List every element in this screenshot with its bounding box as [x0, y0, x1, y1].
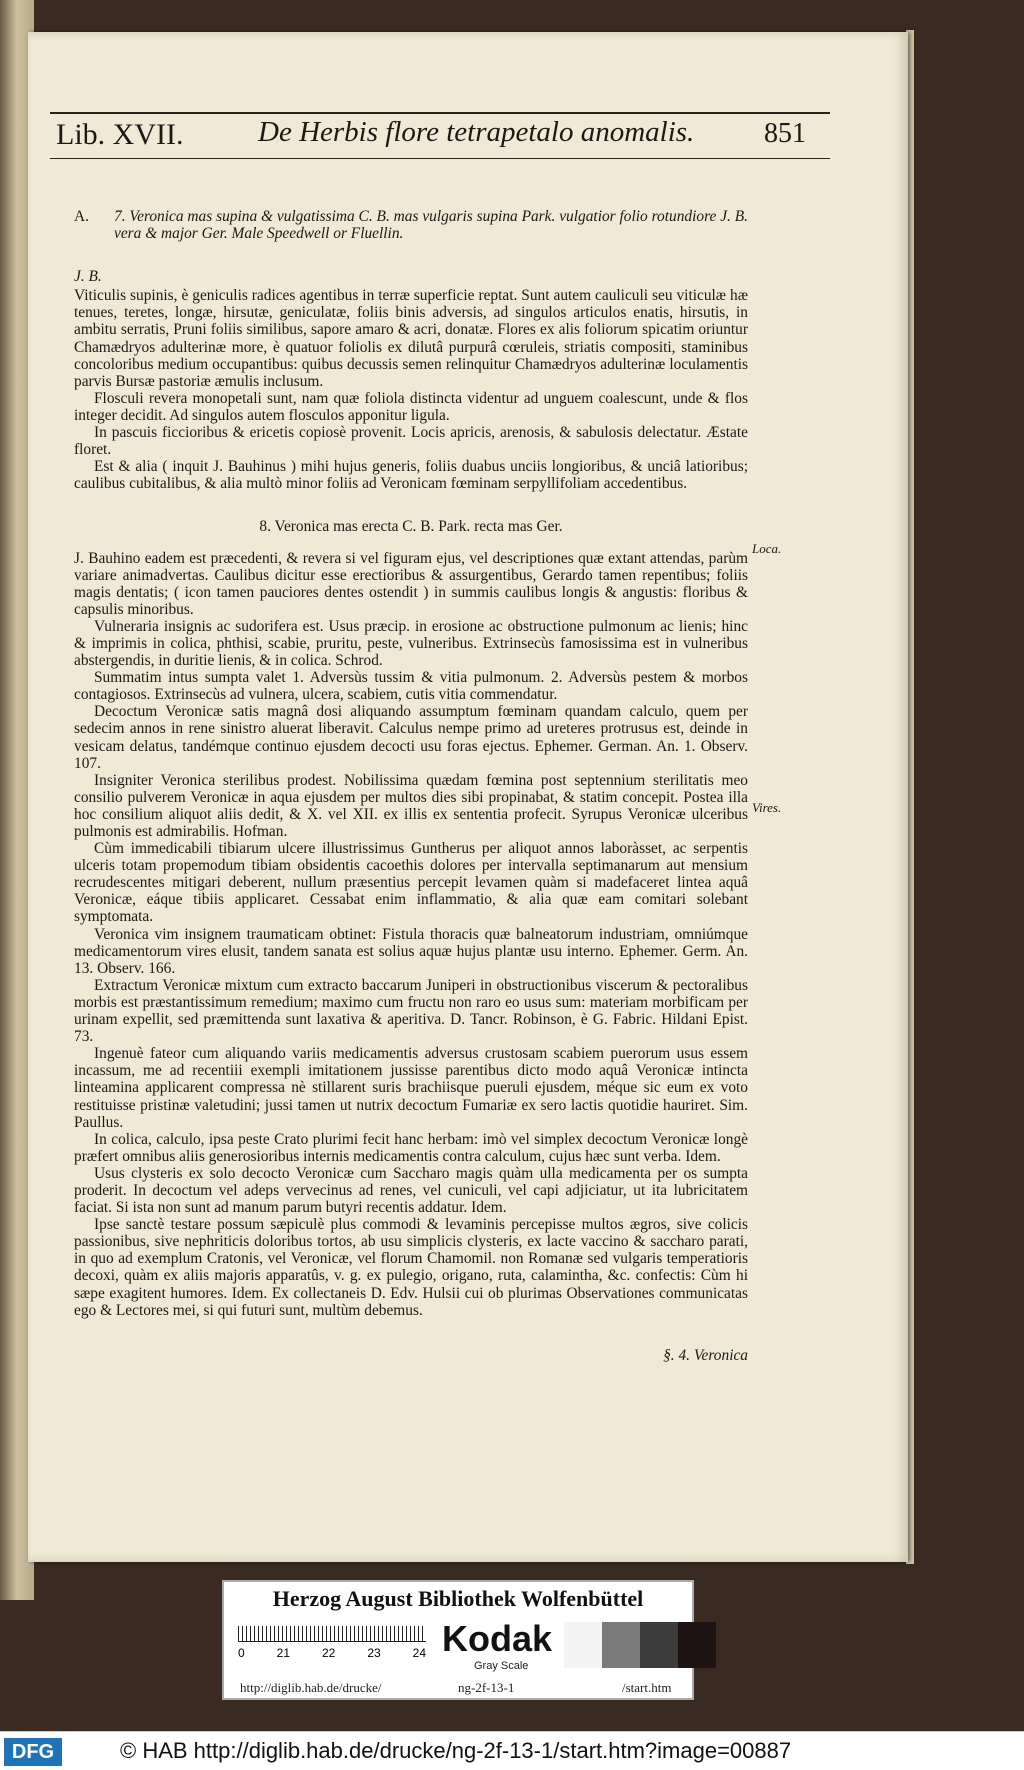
paragraph: Cùm immedicabili tibiarum ulcere illustrissimus Guntherus per aliquot annos laboràsset, ac serpentis ulceris totam propemodum tibiam obsidentis cacoethis dolores per intervalla septimanarum aut mensium recrudescentes mitigari deberent, nullum præsentius percepit levamen quàm si madefaceret lintea aquâ Veronicæ, eáque tibiis applicaret. Cessabat enim inflammatio, & alia quæ eam comitari solebant symptomata.	[74, 840, 748, 926]
ruler-number: 0	[238, 1646, 245, 1660]
entry-7-heading	[74, 208, 748, 242]
dfg-logo[interactable]: DFG	[4, 1738, 62, 1766]
footer-bar	[0, 1731, 1024, 1770]
paragraph: In pascuis ficcioribus & ericetis copiosè provenit. Locis apricis, arenosis, & sabulosis delectatur. Æstate floret.	[74, 424, 748, 459]
paragraph: Ipse sanctè testare possum sæpiculè plus commodi & levaminis percepisse multos ægros, sive colicis passionibus, sive nephriticis doloribus tortos, ab usu simplicis clysteris, ex lacte vaccino & saccharo parati, in quo ad exemplum Cratonis, vel Veronicæ, vel florum Chamomil. non Romanæ sed vulgaris temperatioris decoxi, quàm ex aliis majoris apparatûs, v. g. ex pulegio, origano, ruta, calamintha, &c. confectis: Cùm hi sæpe exagitent humores. Idem. Ex collectaneis D. Edv. Hulsii cui ob plurimas Observationes communicatas ego & Lectores mei, si qui futuri sunt, multùm debemus.	[74, 1216, 748, 1319]
book-page	[28, 32, 908, 1562]
catchword: §. 4. Veronica	[663, 1346, 748, 1364]
copyright-link[interactable]: © HAB http://diglib.hab.de/drucke/ng-2f-13-1/start.htm?image=00887	[120, 1738, 792, 1763]
card-url: http://diglib.hab.de/drucke/	[240, 1680, 382, 1695]
scale-ruler	[238, 1622, 426, 1670]
header-top-rule	[50, 112, 830, 114]
entry-7-title: 7. Veronica mas supina & vulgatissima C. B. mas vulgaris supina Park. vulgatior folio rotundiore J. B. vera & major Ger. Male Speedwell or Fluellin.	[114, 208, 748, 243]
ruler-ticks	[238, 1626, 426, 1642]
paragraph: Veronica vim insignem traumaticam obtinet: Fistula thoracis quæ balneatorum industriam, omniúmque medicamentorum vires elusit, tandem sanata est solius aquæ hujus plantæ usu interno. Ephemer. Germ. An. 13. Observ. 166.	[74, 925, 748, 977]
paragraph: Vulneraria insignis ac sudorifera est. Usus præcip. in erosione ac obstructione pulmonum ac lienis; hinc & imprimis in colica, phthisi, scabie, pruritu, peste, vulneribus. Extrinsecùs famosissima est in vulneribus abstergendis, in duritie lienis, & in colica. Schrod.	[74, 617, 748, 670]
paragraph: Decoctum Veronicæ satis magnâ dosi aliquando assumptum fœminam quandam calculo, quem per sedecim annos in rene sinistro aluerat liberavit. Calculus nempe primo ad ureteres protrusus est, deinde in vesicam delatus, tandémque continuo ejusdem decocti usu foras ejectus. Ephemer. German. An. 1. Observ. 107.	[74, 703, 748, 772]
page-number: 851	[764, 118, 806, 149]
author-label: J. B.	[74, 268, 102, 286]
paragraph: Summatim intus sumpta valet 1. Adversùs tussim & vitia pulmonum. 2. Adversùs pestem & morbos contagiosos. Extrinsecùs ad vulnera, ulcera, scabiem, cutis vitia commendatur.	[74, 669, 748, 704]
running-title: De Herbis flore tetrapetalo anomalis.	[258, 116, 695, 148]
paragraph: Extractum Veronicæ mixtum cum extracto baccarum Juniperi in obstructionibus viscerum & pectoralibus morbis est præstantissimum remedium; maximo cum fructu non raro eo usus sum: materiam morbificam per urinam expellit, sed præmittenda sunt laxativa & aperitiva. D. Tancr. Robinson, è G. Fabric. Hildani Epist. 73.	[74, 976, 748, 1046]
card-file: /start.htm	[622, 1680, 672, 1695]
margin-note-vires: Vires.	[752, 800, 782, 815]
main-text	[74, 208, 748, 1364]
paragraph: Flosculi revera monopetali sunt, nam quæ foliola distincta videntur ad unguem coalescunt, unde & flos integer decidit. Ad singulos autem flosculos apponitur ligula.	[74, 389, 748, 424]
entry-8-heading: 8. Veronica mas erecta C. B. Park. recta mas Ger.	[259, 518, 563, 536]
ruler-number: 23	[367, 1646, 381, 1660]
book-number: Lib. XVII.	[56, 118, 184, 151]
header-bottom-rule	[50, 158, 830, 159]
library-name: Herzog August Bibliothek Wolfenbüttel	[272, 1586, 644, 1611]
paragraph: Usus clysteris ex solo decocto Veronicæ cum Saccharo magis quàm ulla medicamenta per os sumpta proderit. In decoctum vel adeps vervecinus ad renes, vel cuniculi, vel capi adjiciatur, ut ita lubricitatem faciat. Si ista non sunt ad manum parum butyri recentis addatur. Idem.	[74, 1164, 748, 1217]
ruler-numbers	[238, 1646, 426, 1660]
paragraph: Viticulis supinis, è geniculis radices agentibus in terræ superficie reptat. Sunt autem cauliculi seu viticulæ hæ tenues, teretes, longæ, hirsutæ, geniculatæ, foliis binis adversis, ad singulos articulos enatis, hirsutis, in ambitu serratis, Pruni foliis similibus, sapore amaro & acri, donatæ. Flores ex alis foliorum spicatim oriuntur Chamædryos adulterinæ more, è quatuor foliolis ex dilutâ purpurâ cœruleis, striatis compositi, staminibus concoloribus medium occupantibus: quibus decussis semen relinquitur Chamædryos adulterinæ loculamentis parvis Bursæ pastoriæ æmulis inclusum.	[74, 287, 748, 390]
ruler-number: 22	[321, 1646, 336, 1660]
paragraph: J. Bauhino eadem est præcedenti, & revera si vel figuram ejus, vel descriptiones quæ extant attendas, parùm variare animadvertas. Caulibus dicitur esse erectioribus & assurgentibus, Gerardo tamen repentibus; foliis magis dentatis; ( icon tamen pauciores dentes ostendit ) in summis caulibus longis & angustis: floribus & capsulis minoribus.	[74, 549, 748, 618]
paragraph: Ingenuè fateor cum aliquando variis medicamentis adversus crustosam scabiem puerorum usus essem incassum, me ad recentiii exempli imitationem jussisse parentibus dicto modo aquâ Veronicæ intincta linteamina applicarent compressa nè stillarent suris brachiisque pueruli ejusdem, méque sic eum ex voto restituisse pristinæ valetudini; jussi tamen ut nutrix decoctum Fumariæ ex sero lactis quotidie hauriret. Sim. Paullus.	[74, 1045, 748, 1131]
ruler-number: 24	[412, 1646, 426, 1660]
ruler-number: 21	[276, 1646, 291, 1660]
card-shelfmark: ng-2f-13-1	[458, 1680, 515, 1695]
library-color-card	[222, 1580, 694, 1700]
paragraph: Est & alia ( inquit J. Bauhinus ) mihi hujus generis, foliis duabus unciis longioribus, & unciâ latioribus; caulibus cubitalibus, & alia multò minor foliis ad Veronicam fœminam serpyllifoliam accedentibus.	[74, 458, 748, 493]
swatch	[640, 1622, 678, 1668]
entry-letter: A.	[74, 208, 89, 225]
swatch	[678, 1622, 716, 1668]
gray-scale-label: Gray Scale	[474, 1660, 529, 1672]
paragraph: In colica, calculo, ipsa peste Crato plurimi fecit hanc herbam: imò vel simplex decoctum Veronicæ longè præfert omnibus aliis generosioribus internis medicamentis contra calculum, cujus hæc sunt verba. Idem.	[74, 1130, 748, 1165]
swatch	[564, 1622, 602, 1668]
running-header	[50, 104, 830, 158]
margin-note-loca: Loca.	[752, 541, 782, 556]
swatch	[602, 1622, 640, 1668]
kodak-logo: Kodak	[442, 1618, 553, 1659]
paragraph: Insigniter Veronica sterilibus prodest. Nobilissima quædam fœmina post septennium sterilitatis meo consilio pulverem Veronicæ in aqua ejusdem per multos dies sibi propinabat, & statim concepit. Postea illa hoc consilium aliquot aliis dedit, & X. vel XII. ex illis ex sententia profecit. Syrupus Veronicæ ulceribus pulmonis est admirabilis. Hofman.	[74, 771, 748, 840]
gray-swatches	[564, 1622, 716, 1668]
